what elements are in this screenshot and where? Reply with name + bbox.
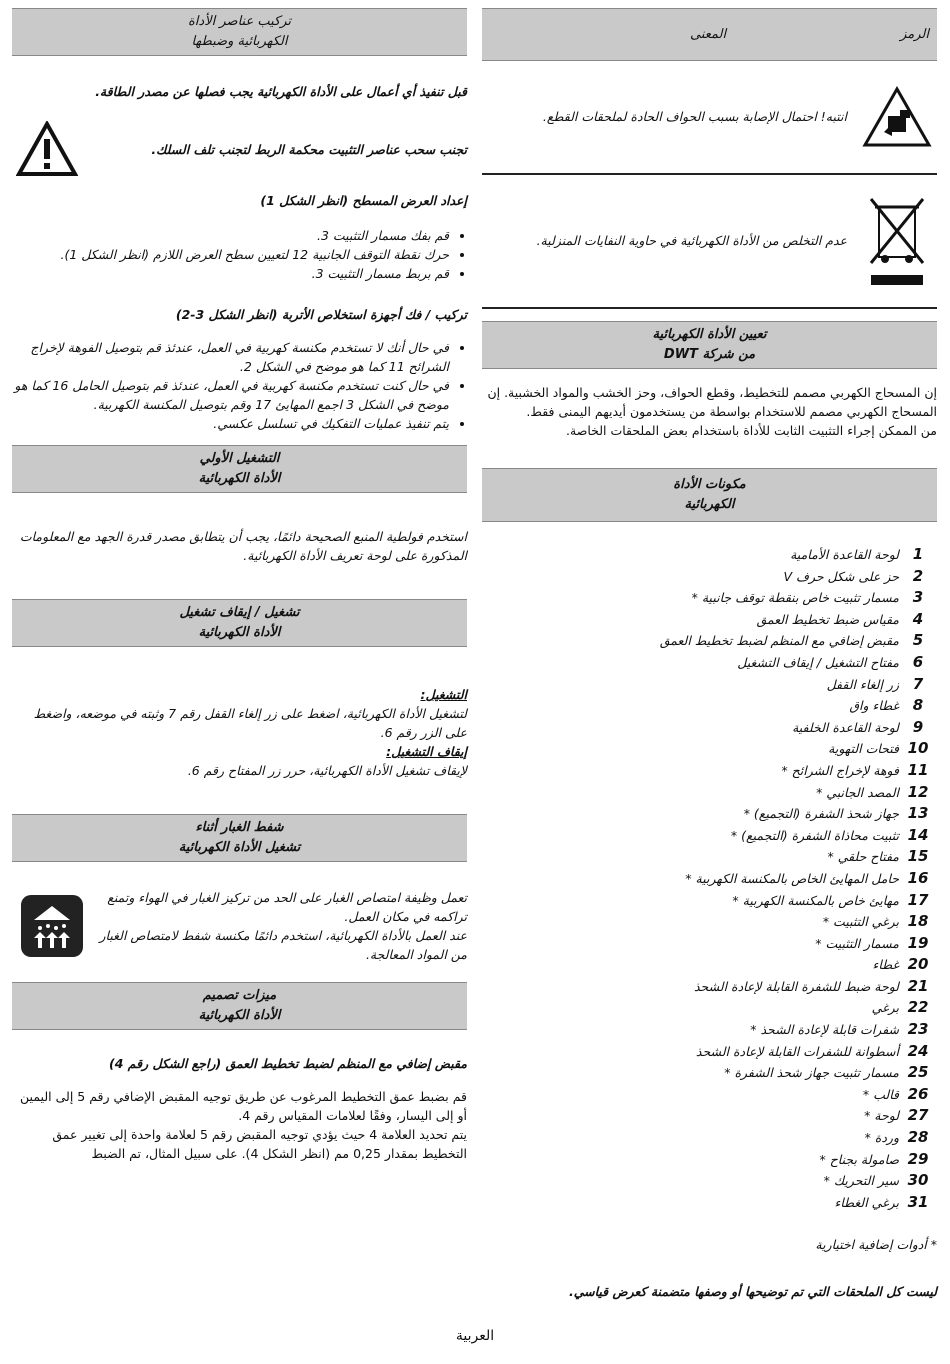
component-label: مفتاح حلقي * bbox=[827, 849, 899, 865]
left-column bbox=[12, 8, 467, 1163]
component-label: جهاز شحذ الشفرة (التجميع) * bbox=[743, 806, 899, 822]
power-warning: قبل تنفيذ أي أعمال على الأداة الكهربائية يجب فصلها عن مصدر الطاقة. bbox=[95, 84, 467, 99]
cable-warning-row bbox=[12, 119, 467, 179]
component-item bbox=[482, 890, 937, 912]
component-number: 21 bbox=[907, 976, 929, 995]
switch-off-text: لإيقاف تشغيل الأداة الكهربائية، حرر زر المفتاح رقم 6. bbox=[187, 763, 467, 778]
component-item bbox=[482, 911, 937, 933]
component-label: لوحة القاعدة الخلفية bbox=[792, 719, 899, 735]
purpose-title-line2: من شركة DWT bbox=[663, 347, 756, 362]
component-label: تثبيت محاذاة الشفرة (التجميع) * bbox=[730, 827, 899, 843]
component-number: 2 bbox=[912, 566, 924, 585]
component-item bbox=[482, 997, 937, 1019]
depth-paragraph-1: قم بضبط عمق التخطيط المرغوب عن طريق توجيه المقبض الإضافي رقم 5 إلى اليمين أو إلى اليسار، وفقًا لعلامات المقياس رقم 4. bbox=[20, 1089, 467, 1123]
design-features-header bbox=[12, 982, 467, 1030]
crossed-bin-icon bbox=[857, 191, 937, 291]
component-label: حامل المهايئ الخاص بالمكنسة الكهربية * bbox=[685, 870, 899, 886]
component-number: 24 bbox=[907, 1041, 929, 1060]
sharp-edge-warning-icon bbox=[857, 86, 937, 148]
component-item bbox=[482, 1127, 937, 1149]
onoff-title-line2: الأداة الكهربائية bbox=[198, 625, 281, 640]
component-item bbox=[482, 674, 937, 696]
component-item bbox=[482, 717, 937, 739]
components-title-line1: مكونات الأداة bbox=[673, 477, 746, 492]
on-off-header bbox=[12, 599, 467, 647]
step-item: • في حال كنت تستخدم مكنسة كهربية في العمل، عندئذ قم بتوصيل الحامل 16 كما هو موضح في الشكل 3 اجمع المهايئ 17 وقم بتوصيل المكنسة الكهربية. bbox=[12, 376, 449, 414]
depth-handle-subheading: مقبض إضافي مع المنظم لضبط تخطيط العمق (راجع الشكل رقم 4) bbox=[109, 1056, 467, 1071]
flat-width-steps bbox=[12, 226, 467, 283]
component-number: 10 bbox=[907, 739, 929, 758]
component-item bbox=[482, 933, 937, 955]
component-label: لوحة القاعدة الأمامية bbox=[790, 547, 899, 562]
col-symbol-heading: الرمز bbox=[900, 27, 929, 42]
step-item: • حرك نقطة التوقف الجانبية 12 لتعيين سطح العرض اللازم (انظر الشكل 1). bbox=[12, 245, 449, 264]
symbol-row-sharp-edges bbox=[482, 61, 937, 175]
switch-on-text: لتشغيل الأداة الكهربائية، اضغط على زر إلغاء القفل رقم 7 وثبته في موضعه، واضغط على الزر رقم 6. bbox=[33, 706, 467, 740]
dust-extraction-icon bbox=[12, 894, 92, 958]
component-number: 19 bbox=[907, 933, 929, 952]
component-item bbox=[482, 825, 937, 847]
component-label: زر إلغاء القفل bbox=[826, 676, 899, 692]
col-meaning-heading: المعنى bbox=[690, 27, 727, 42]
initial-operation-header bbox=[12, 445, 467, 493]
component-number: 31 bbox=[907, 1192, 929, 1211]
component-item bbox=[482, 738, 937, 760]
initial-title-line2: الأداة الكهربائية bbox=[198, 471, 281, 486]
warning-triangle-icon bbox=[12, 121, 82, 177]
component-label: فوهة لإخراج الشرائح * bbox=[781, 762, 899, 778]
purpose-header bbox=[482, 321, 937, 369]
component-item bbox=[482, 1149, 937, 1171]
component-label: برغي التثبيت * bbox=[822, 914, 899, 930]
symbol-row-disposal bbox=[482, 175, 937, 309]
component-item bbox=[482, 1105, 937, 1127]
component-number: 1 bbox=[912, 545, 924, 563]
component-label: مسمار التثبيت * bbox=[815, 935, 899, 951]
dust-paragraph-1: تعمل وظيفة امتصاص الغبار على الحد من تركيز الغبار في الهواء وتمنع تراكمه في مكان العمل. bbox=[107, 890, 467, 924]
component-item bbox=[482, 587, 937, 609]
component-item bbox=[482, 544, 937, 566]
component-number: 12 bbox=[907, 782, 929, 801]
component-number: 20 bbox=[907, 955, 929, 974]
step-item: • في حال أنك لا تستخدم مكنسة كهربية في العمل، عندئذ قم بتوصيل الفوهة لإخراج الشرائح 11 كما هو موضح في الشكل 2. bbox=[12, 338, 449, 376]
component-item bbox=[482, 566, 937, 588]
component-number: 22 bbox=[907, 998, 929, 1017]
component-label: برغي bbox=[871, 1000, 899, 1016]
component-number: 30 bbox=[907, 1171, 929, 1190]
symbol-table bbox=[482, 8, 937, 309]
component-label: صامولة بجناح * bbox=[819, 1151, 899, 1167]
component-number: 14 bbox=[907, 825, 929, 844]
component-number: 23 bbox=[907, 1020, 929, 1039]
initial-title-line1: التشغيل الأولي bbox=[199, 451, 280, 466]
design-title-line2: الأداة الكهربائية bbox=[198, 1008, 281, 1023]
component-label: غطاء bbox=[872, 957, 899, 973]
component-label: مسمار تثبيت خاص بنقطة توقف جانبية * bbox=[691, 590, 899, 606]
component-item bbox=[482, 609, 937, 631]
symbol-table-header bbox=[482, 8, 937, 61]
component-number: 18 bbox=[907, 912, 929, 931]
component-number: 11 bbox=[907, 760, 929, 779]
component-label: مفتاح التشغيل / إيقاف التشغيل bbox=[737, 654, 899, 670]
step-item: • قم بربط مسمار التثبيت 3. bbox=[12, 264, 449, 283]
component-item bbox=[482, 954, 937, 976]
dust-paragraph-2: عند العمل بالأداة الكهربائية، استخدم دائمًا مكنسة شفط لامتصاص الغبار من المواد المعالجة. bbox=[99, 928, 467, 962]
component-label: قالب * bbox=[862, 1086, 899, 1102]
assembly-title-line1: تركيب عناصر الأداة bbox=[187, 14, 292, 29]
step-item: • قم بفك مسمار التثبيت 3. bbox=[12, 226, 449, 245]
component-item bbox=[482, 1084, 937, 1106]
page-language-footer: العربية bbox=[455, 1328, 495, 1344]
voltage-paragraph: استخدم فولطية المنبع الصحيحة دائمًا، يجب أن يتطابق مصدر قدرة الجهد مع المعلومات المذكورة على لوحة تعريف الأداة الكهربائية. bbox=[19, 529, 467, 563]
component-number: 5 bbox=[912, 631, 924, 650]
dust-extraction-subheading: تركيب / فك أجهزة استخلاص الأتربة (انظر الشكل 3-2) bbox=[175, 307, 467, 322]
component-number: 28 bbox=[907, 1128, 929, 1147]
step-item: • يتم تنفيذ عمليات التفكيك في تسلسل عكسي. bbox=[12, 414, 449, 433]
dust-extraction-steps bbox=[12, 338, 467, 433]
design-title-line1: ميزات تصميم bbox=[202, 988, 277, 1003]
component-item bbox=[482, 976, 937, 998]
onoff-title-line1: تشغيل / إيقاف تشغيل bbox=[179, 605, 300, 620]
component-item bbox=[482, 1041, 937, 1063]
component-label: لوحة ضبط للشفرة القابلة لإعادة الشحذ bbox=[694, 978, 899, 994]
assembly-header bbox=[12, 8, 467, 56]
component-label: مقبض إضافي مع المنظم لضبط تخطيط العمق bbox=[659, 633, 899, 649]
component-item bbox=[482, 630, 937, 652]
component-label: برغي الغطاء bbox=[834, 1194, 899, 1210]
component-label: لوحة * bbox=[864, 1108, 899, 1124]
components-header bbox=[482, 468, 937, 522]
component-item bbox=[482, 782, 937, 804]
dust-header bbox=[12, 814, 467, 862]
flat-width-subheading: إعداد العرض المسطح (انظر الشكل 1) bbox=[260, 193, 467, 208]
component-number: 6 bbox=[912, 652, 924, 671]
cable-warning: تجنب سحب عناصر التثبيت محكمة الربط لتجنب تلف السلك. bbox=[151, 141, 467, 157]
component-number: 7 bbox=[912, 674, 924, 693]
component-number: 4 bbox=[912, 609, 924, 628]
component-number: 16 bbox=[907, 868, 929, 887]
component-item bbox=[482, 652, 937, 674]
component-item bbox=[482, 695, 937, 717]
component-label: وردة * bbox=[864, 1130, 899, 1146]
switch-off-label: إيقاف التشغيل: bbox=[386, 744, 467, 759]
dust-title-line1: شفط الغبار أثناء bbox=[195, 820, 284, 835]
component-item bbox=[482, 1192, 937, 1214]
component-number: 17 bbox=[907, 890, 929, 909]
component-number: 27 bbox=[907, 1106, 929, 1125]
component-number: 9 bbox=[912, 717, 924, 736]
component-item bbox=[482, 846, 937, 868]
purpose-paragraph: إن المسحاج الكهربي مصمم للتخطيط، وقطع الحواف، وحز الخشب والمواد الخشبية. إن المسحاج الكهربي مصمم للاستخدام بواسطة من يستخدمون أيديهم اليمنى فقط. bbox=[487, 385, 937, 419]
dust-text-block bbox=[92, 888, 467, 964]
component-label: مقياس ضبط تخطيط العمق bbox=[756, 611, 899, 627]
depth-paragraph-2: يتم تحديد العلامة 4 حيث يؤدي توجيه المقبض رقم 5 لعلامة واحدة إلى تغيير عمق التخطيط بمقدار 0,25 مم (انظر الشكل 4). على سبيل المثال، تم الضبط bbox=[52, 1127, 467, 1161]
dust-extraction-row bbox=[12, 888, 467, 964]
component-number: 25 bbox=[907, 1063, 929, 1082]
switch-on-label: التشغيل: bbox=[420, 687, 467, 702]
purpose-title-line1: تعيين الأداة الكهربائية bbox=[652, 327, 767, 342]
accessories-disclaimer: ليست كل الملحقات التي تم توضيحها أو وصفها متضمنة كعرض قياسي. bbox=[568, 1284, 937, 1300]
component-label: غطاء واق bbox=[849, 698, 899, 714]
components-title-line2: الكهربائية bbox=[684, 497, 735, 512]
component-label: أسطوانة للشفرات القابلة لإعادة الشحذ bbox=[695, 1043, 899, 1059]
component-label: شفرات قابلة لإعادة الشحذ * bbox=[750, 1022, 899, 1038]
component-item bbox=[482, 1062, 937, 1084]
component-item bbox=[482, 1019, 937, 1041]
optional-note: * أدوات إضافية اختيارية bbox=[815, 1237, 937, 1253]
symbol-meaning-text: انتبه! احتمال الإصابة بسبب الحواف الحادة لملحقات القطع. bbox=[542, 109, 847, 124]
component-label: المصد الجانبي * bbox=[816, 784, 899, 800]
component-number: 29 bbox=[907, 1149, 929, 1168]
component-item bbox=[482, 868, 937, 890]
component-item bbox=[482, 1170, 937, 1192]
component-number: 3 bbox=[912, 588, 924, 607]
component-item bbox=[482, 760, 937, 782]
component-label: حز على شكل حرف V bbox=[783, 568, 899, 584]
purpose-paragraph-2: من الممكن إجراء التثبيت الثابت للأداة باستخدام بعض الملحقات الخاصة. bbox=[566, 423, 937, 438]
assembly-title-line2: الكهربائية وضبطها bbox=[191, 34, 288, 49]
component-label: مسمار تثبيت جهاز شحذ الشفرة * bbox=[724, 1065, 899, 1081]
component-number: 13 bbox=[907, 804, 929, 823]
component-label: مهايئ خاص بالمكنسة الكهربية * bbox=[732, 892, 899, 908]
component-label: فتحات التهوية bbox=[828, 741, 899, 757]
component-number: 15 bbox=[907, 847, 929, 866]
dust-title-line2: تشغيل الأداة الكهربائية bbox=[178, 840, 301, 855]
right-column bbox=[482, 8, 937, 1301]
component-number: 8 bbox=[912, 696, 924, 715]
component-label: سير التحريك * bbox=[823, 1173, 899, 1189]
component-number: 26 bbox=[907, 1084, 929, 1103]
symbol-meaning-text: عدم التخلص من الأداة الكهربائية في حاوية النفايات المنزلية. bbox=[536, 233, 847, 248]
components-list bbox=[482, 544, 937, 1213]
component-item bbox=[482, 803, 937, 825]
